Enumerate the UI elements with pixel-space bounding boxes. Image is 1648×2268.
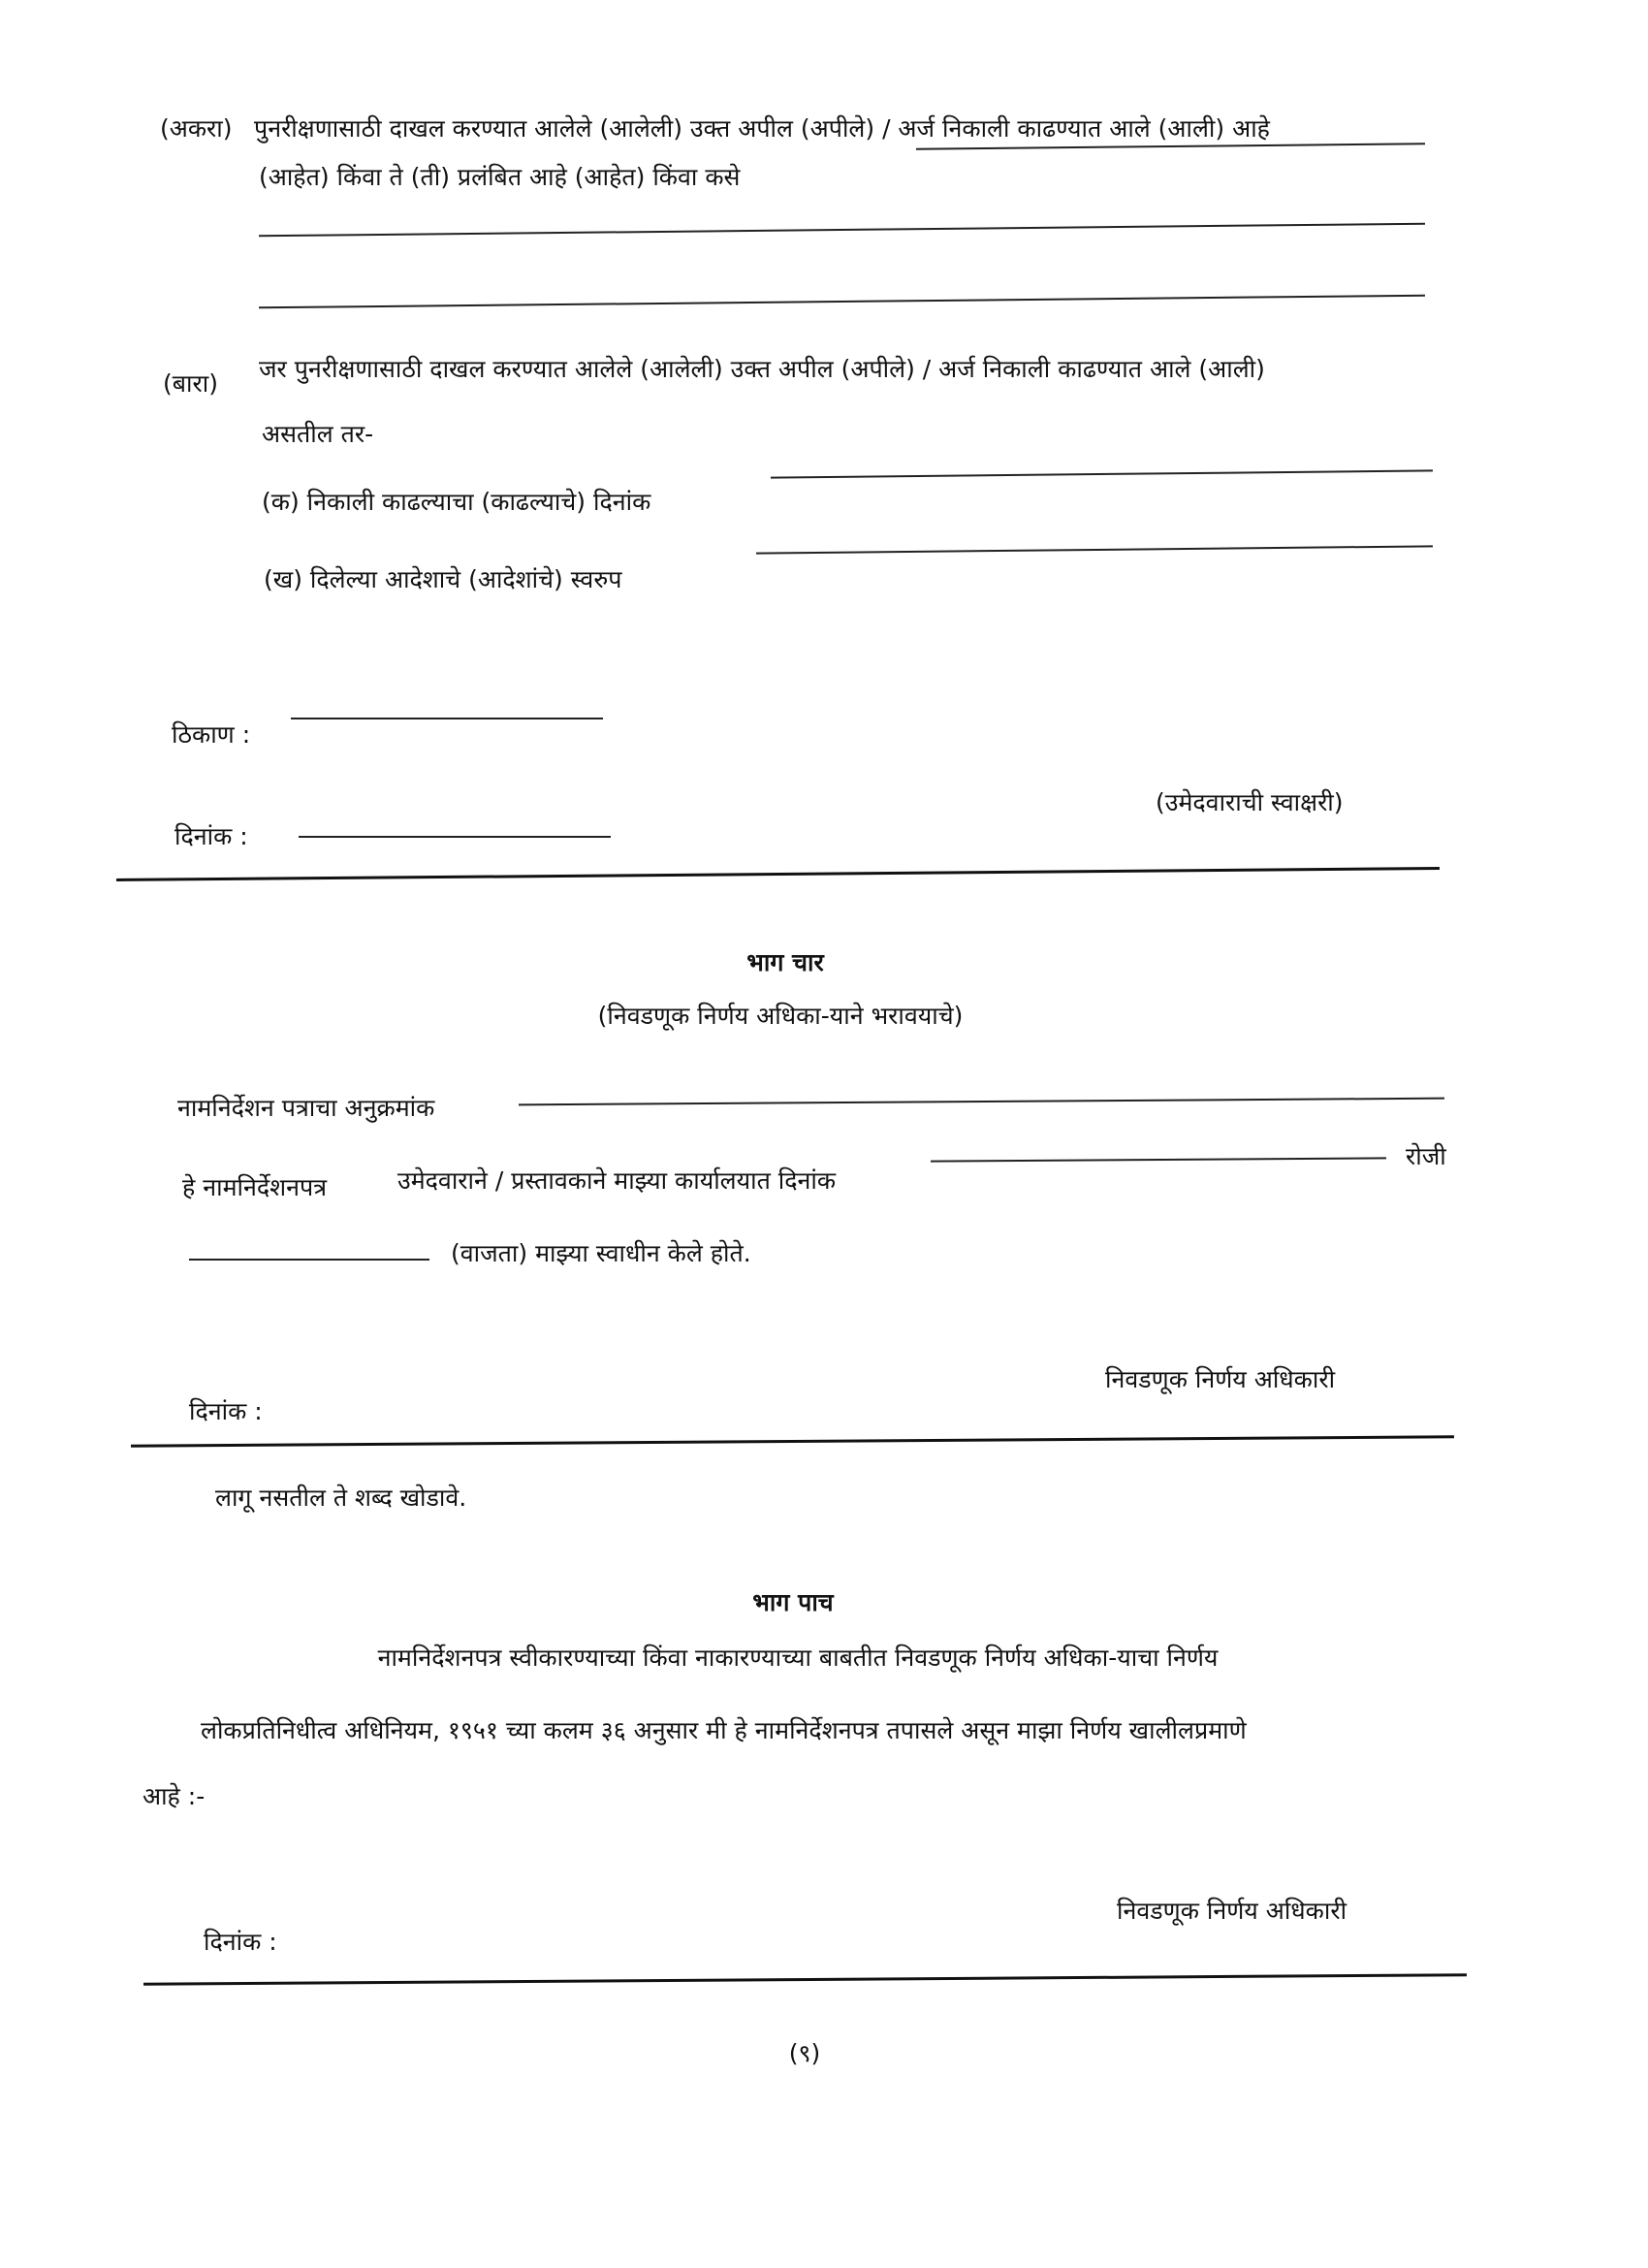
decision-paragraph-cont: आहे :- (143, 1782, 206, 1810)
section-12-label: (बारा) (163, 369, 218, 398)
disposal-date-label: (क) निकाली काढल्याचा (काढल्याचे) दिनांक (262, 488, 651, 516)
nomination-text-b: उमेदवाराने / प्रस्तावकाने माझ्या कार्यालयात दिनांक (397, 1166, 837, 1195)
decision-paragraph: लोकप्रतिनिधीत्व अधिनियम, १९५१ च्या कलम ३६ अनुसार मी हे नामनिर्देशनपत्र तपासले असून माझा निर्णय खालीलप्रमाणे (201, 1716, 1247, 1744)
nomination-text-c: रोजी (1406, 1142, 1446, 1170)
section-11-answer-line[interactable] (916, 143, 1425, 149)
part-four-subtitle: (निवडणूक निर्णय अधिका-याने भरावयाचे) (597, 1002, 964, 1030)
divider (143, 1973, 1467, 1986)
section-11-text-cont: (आहेत) किंवा ते (ती) प्रलंबित आहे (आहेत) किंवा कसे (259, 163, 741, 191)
part-five-subtitle: नामनिर्देशनपत्र स्वीकारण्याच्या किंवा नाकारण्याच्या बाबतीत निवडणूक निर्णय अधिका-याचा निर्णय (377, 1644, 1219, 1672)
section-12-text-cont: असतील तर- (262, 420, 374, 448)
nomination-text-time: (वाजता) माझ्या स्वाधीन केले होते. (451, 1239, 751, 1267)
section-11-text: पुनरीक्षणासाठी दाखल करण्यात आलेले (आलेली) उक्त अपील (अपीले) / अर्ज निकाली काढण्यात आले (आली) आहे (254, 114, 1270, 143)
received-date-line[interactable] (931, 1157, 1386, 1162)
section-11-answer-line[interactable] (259, 223, 1425, 238)
time-line[interactable] (189, 1259, 429, 1261)
footnote: लागू नसतील ते शब्द खोडावे. (215, 1484, 467, 1512)
page-number: (९) (788, 2039, 821, 2067)
candidate-signature-label: (उमेदवाराची स्वाक्षरी) (1156, 788, 1344, 816)
officer-label: निवडणूक निर्णय अधिकारी (1117, 1897, 1347, 1925)
date-line[interactable] (299, 836, 611, 838)
order-nature-line[interactable] (756, 545, 1433, 554)
section-12-text: जर पुनरीक्षणासाठी दाखल करण्यात आलेले (आलेली) उक्त अपील (अपीले) / अर्ज निकाली काढण्यात आले (आली) (259, 355, 1265, 383)
order-nature-label: (ख) दिलेल्या आदेशाचे (आदेशांचे) स्वरुप (264, 565, 622, 593)
section-11-label: (अकरा) (160, 114, 233, 143)
place-line[interactable] (291, 718, 603, 719)
date-label: दिनांक : (174, 822, 248, 850)
officer-date-label: दिनांक : (189, 1397, 263, 1425)
serial-number-label: नामनिर्देशन पत्राचा अनुक्रमांक (177, 1094, 435, 1122)
divider (131, 1435, 1454, 1448)
disposal-date-line[interactable] (771, 469, 1433, 478)
part-five-title: भाग पाच (752, 1588, 834, 1616)
divider (116, 867, 1440, 881)
officer-label: निवडणूक निर्णय अधिकारी (1105, 1365, 1336, 1393)
section-11-answer-line[interactable] (259, 295, 1425, 309)
part-four-title: भाग चार (746, 948, 824, 976)
serial-number-line[interactable] (519, 1098, 1444, 1106)
officer-date-label: दिनांक : (204, 1928, 277, 1956)
place-label: ठिकाण : (172, 720, 251, 749)
nomination-text-a: हे नामनिर्देशनपत्र (182, 1173, 328, 1201)
